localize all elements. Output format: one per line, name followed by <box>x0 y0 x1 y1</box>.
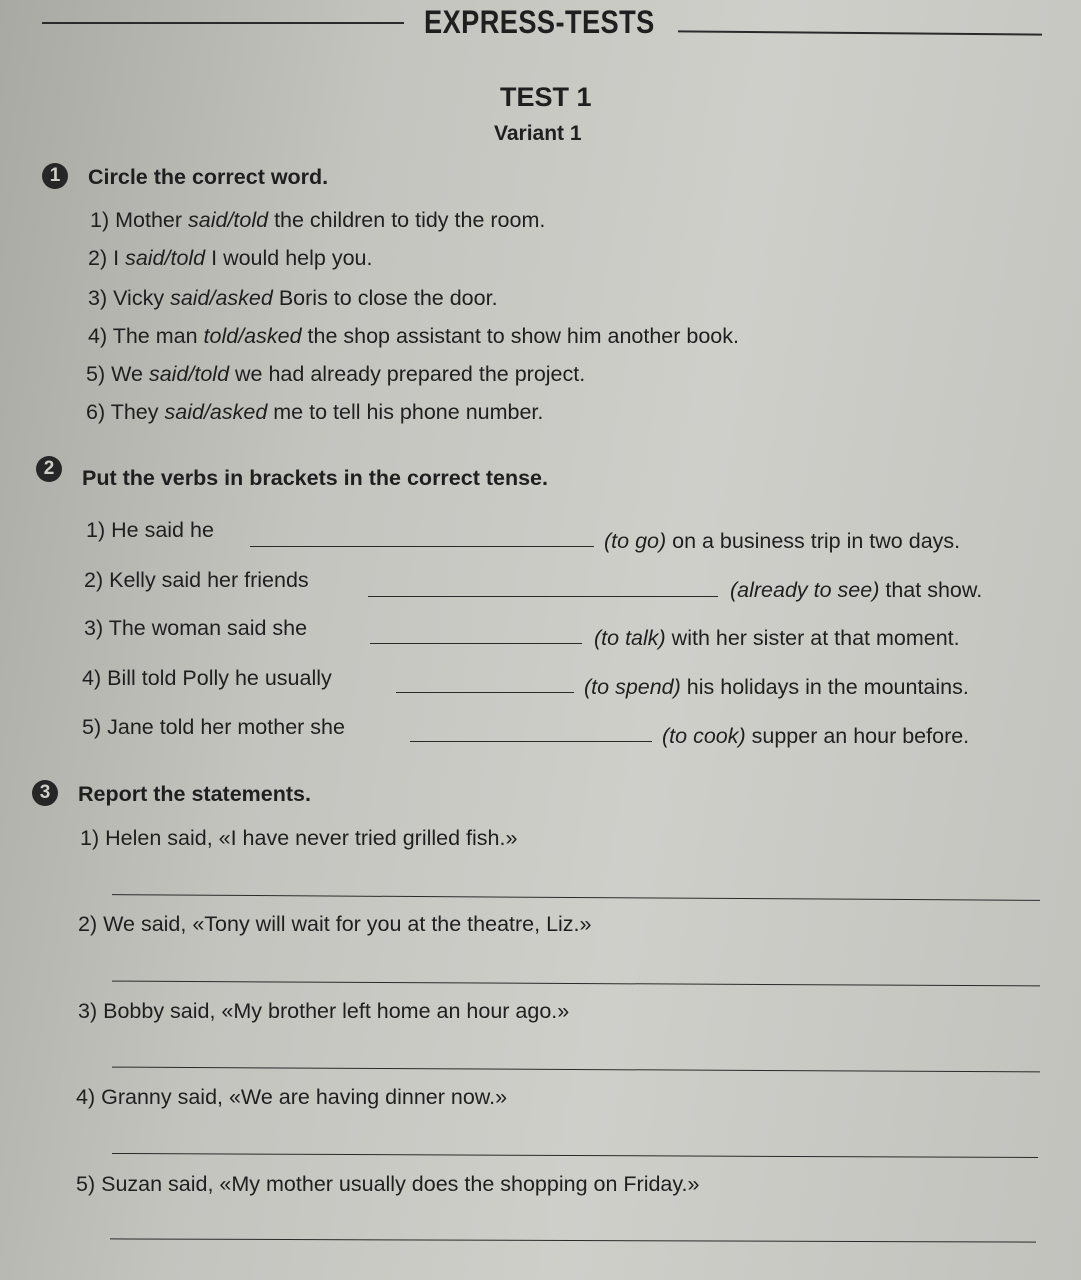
section-1-title: Circle the correct word. <box>88 165 329 189</box>
section-2-number: 2 <box>36 456 62 482</box>
test-title: TEST 1 <box>500 82 592 112</box>
s2-item-2-stem: 2) Kelly said her friends <box>84 568 309 592</box>
s2-item-4-tail: (to spend) his holidays in the mountains. <box>584 675 969 699</box>
s1-item-6: 6) They said/asked me to tell his phone number. <box>86 400 544 424</box>
s2-item-4-blank[interactable] <box>396 692 574 693</box>
s3-item-1: 1) Helen said, «I have never tried grilled fish.» <box>80 826 518 850</box>
header-rule-left <box>42 22 404 24</box>
s2-item-2-tail: (already to see) that show. <box>730 578 983 602</box>
s1-item-2: 2) I said/told I would help you. <box>88 246 373 270</box>
s2-item-3-blank[interactable] <box>370 643 582 644</box>
s2-item-5-blank[interactable] <box>410 741 652 742</box>
s3-item-5: 5) Suzan said, «My mother usually does the shopping on Friday.» <box>76 1172 700 1196</box>
s2-item-1-stem: 1) He said he <box>86 518 214 542</box>
s3-item-3: 3) Bobby said, «My brother left home an hour ago.» <box>78 999 570 1023</box>
section-2-title: Put the verbs in brackets in the correct tense. <box>82 466 548 490</box>
section-1-number: 1 <box>42 163 68 189</box>
s2-item-2-blank[interactable] <box>368 596 718 597</box>
section-3-number: 3 <box>32 780 58 806</box>
s2-item-3-tail: (to talk) with her sister at that moment. <box>594 626 960 650</box>
s2-item-3-stem: 3) The woman said she <box>84 616 308 640</box>
s2-item-4-stem: 4) Bill told Polly he usually <box>82 666 332 690</box>
s3-item-2-answer-line[interactable] <box>112 981 1040 987</box>
variant-label: Variant 1 <box>494 122 582 145</box>
s1-item-3: 3) Vicky said/asked Boris to close the door. <box>88 286 498 310</box>
s1-item-1: 1) Mother said/told the children to tidy the room. <box>90 208 546 232</box>
s3-item-4: 4) Granny said, «We are having dinner now.» <box>76 1085 508 1109</box>
s2-item-5-stem: 5) Jane told her mother she <box>82 715 345 739</box>
s3-item-3-answer-line[interactable] <box>112 1067 1040 1073</box>
s2-item-1-blank[interactable] <box>250 546 594 547</box>
s3-item-4-answer-line[interactable] <box>112 1153 1038 1158</box>
s1-item-4: 4) The man told/asked the shop assistant to show him another book. <box>88 324 739 348</box>
section-3-title: Report the statements. <box>78 782 311 806</box>
s3-item-5-answer-line[interactable] <box>110 1238 1036 1242</box>
s3-item-2: 2) We said, «Tony will wait for you at the theatre, Liz.» <box>78 912 592 936</box>
header-rule-right <box>678 30 1042 35</box>
header-title: EXPRESS-TESTS <box>424 4 655 40</box>
s2-item-1-tail: (to go) on a business trip in two days. <box>604 529 961 553</box>
s3-item-1-answer-line[interactable] <box>112 894 1040 901</box>
s1-item-5: 5) We said/told we had already prepared the project. <box>86 362 586 386</box>
s2-item-5-tail: (to cook) supper an hour before. <box>662 724 970 748</box>
